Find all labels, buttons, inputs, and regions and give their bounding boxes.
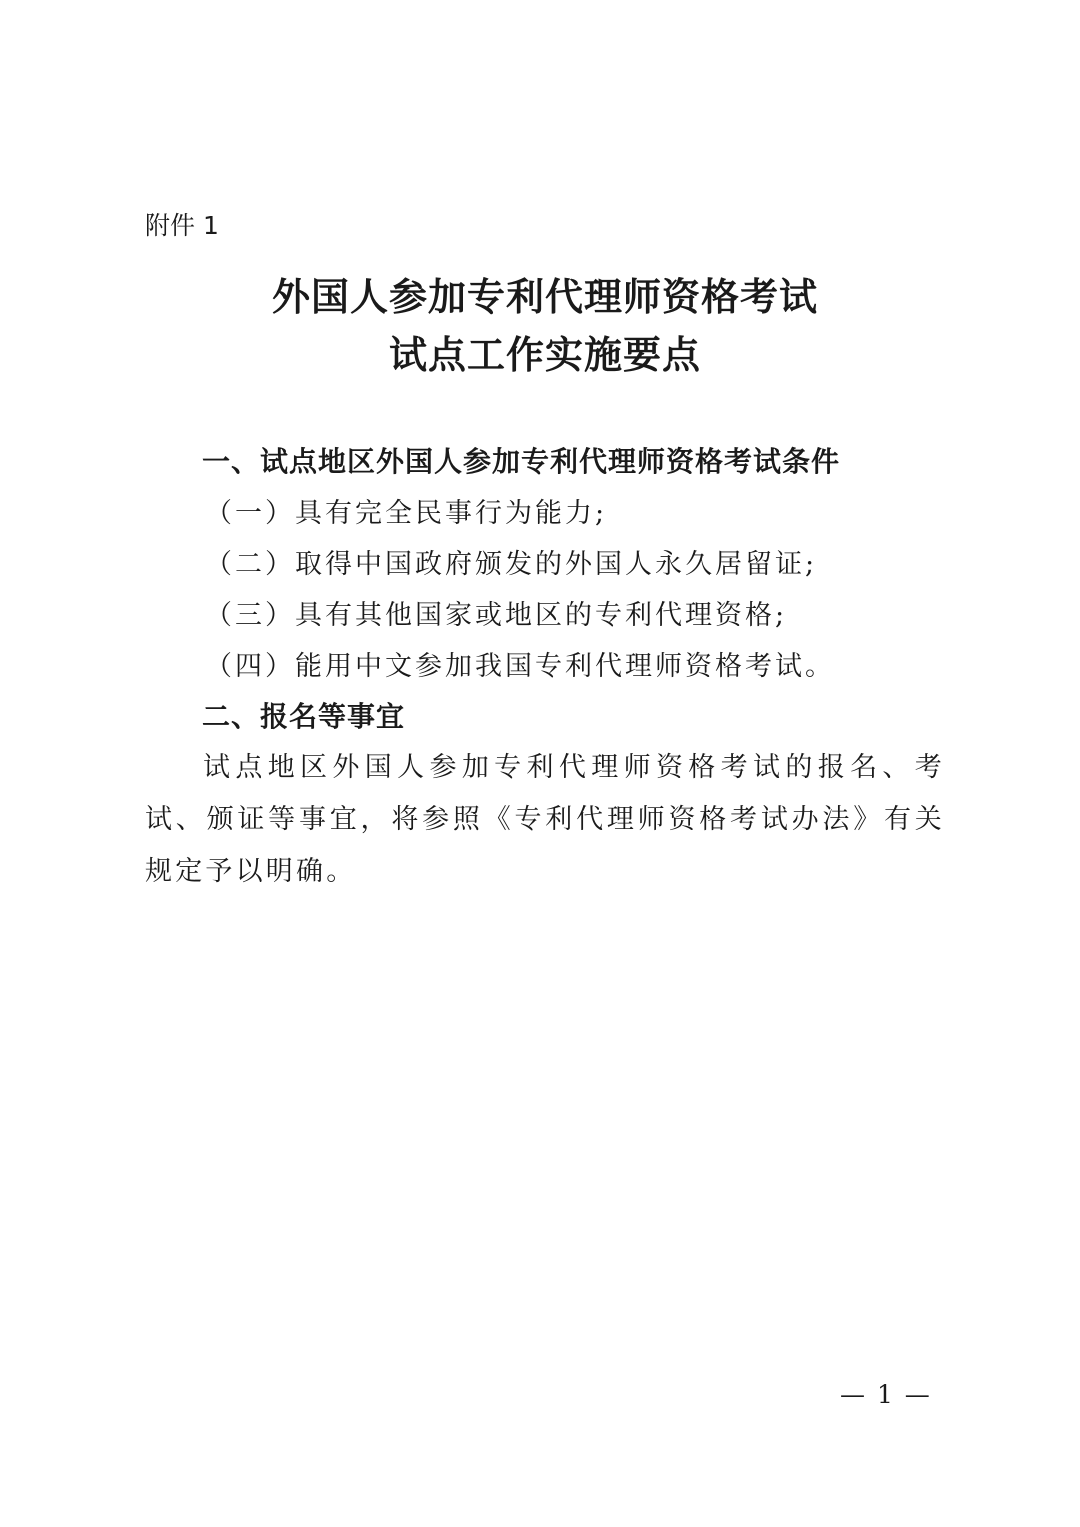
section-2-paragraph: 试点地区外国人参加专利代理师资格考试的报名、考试、颁证等事宜，将参照《专利代理师资格考试办法》有关规定予以明确。 xyxy=(145,752,945,887)
condition-item-3: （三）具有其他国家或地区的专利代理资格; xyxy=(205,600,788,631)
attachment-label: 附件 1 xyxy=(145,211,219,240)
condition-item-2: （二）取得中国政府颁发的外国人永久居留证; xyxy=(205,549,818,580)
condition-item-1: （一）具有完全民事行为能力; xyxy=(205,498,608,529)
document-title xyxy=(0,268,1080,384)
section-2-heading: 二、报名等事宜 xyxy=(202,700,406,733)
title-line-2: 试点工作实施要点 xyxy=(388,332,701,377)
section-1-heading: 一、试点地区外国人参加专利代理师资格考试条件 xyxy=(202,445,841,478)
condition-item-4: （四）能用中文参加我国专利代理师资格考试。 xyxy=(205,651,835,682)
page-number: — 1 — xyxy=(840,1380,932,1409)
title-line-1: 外国人参加专利代理师资格考试 xyxy=(271,274,818,319)
